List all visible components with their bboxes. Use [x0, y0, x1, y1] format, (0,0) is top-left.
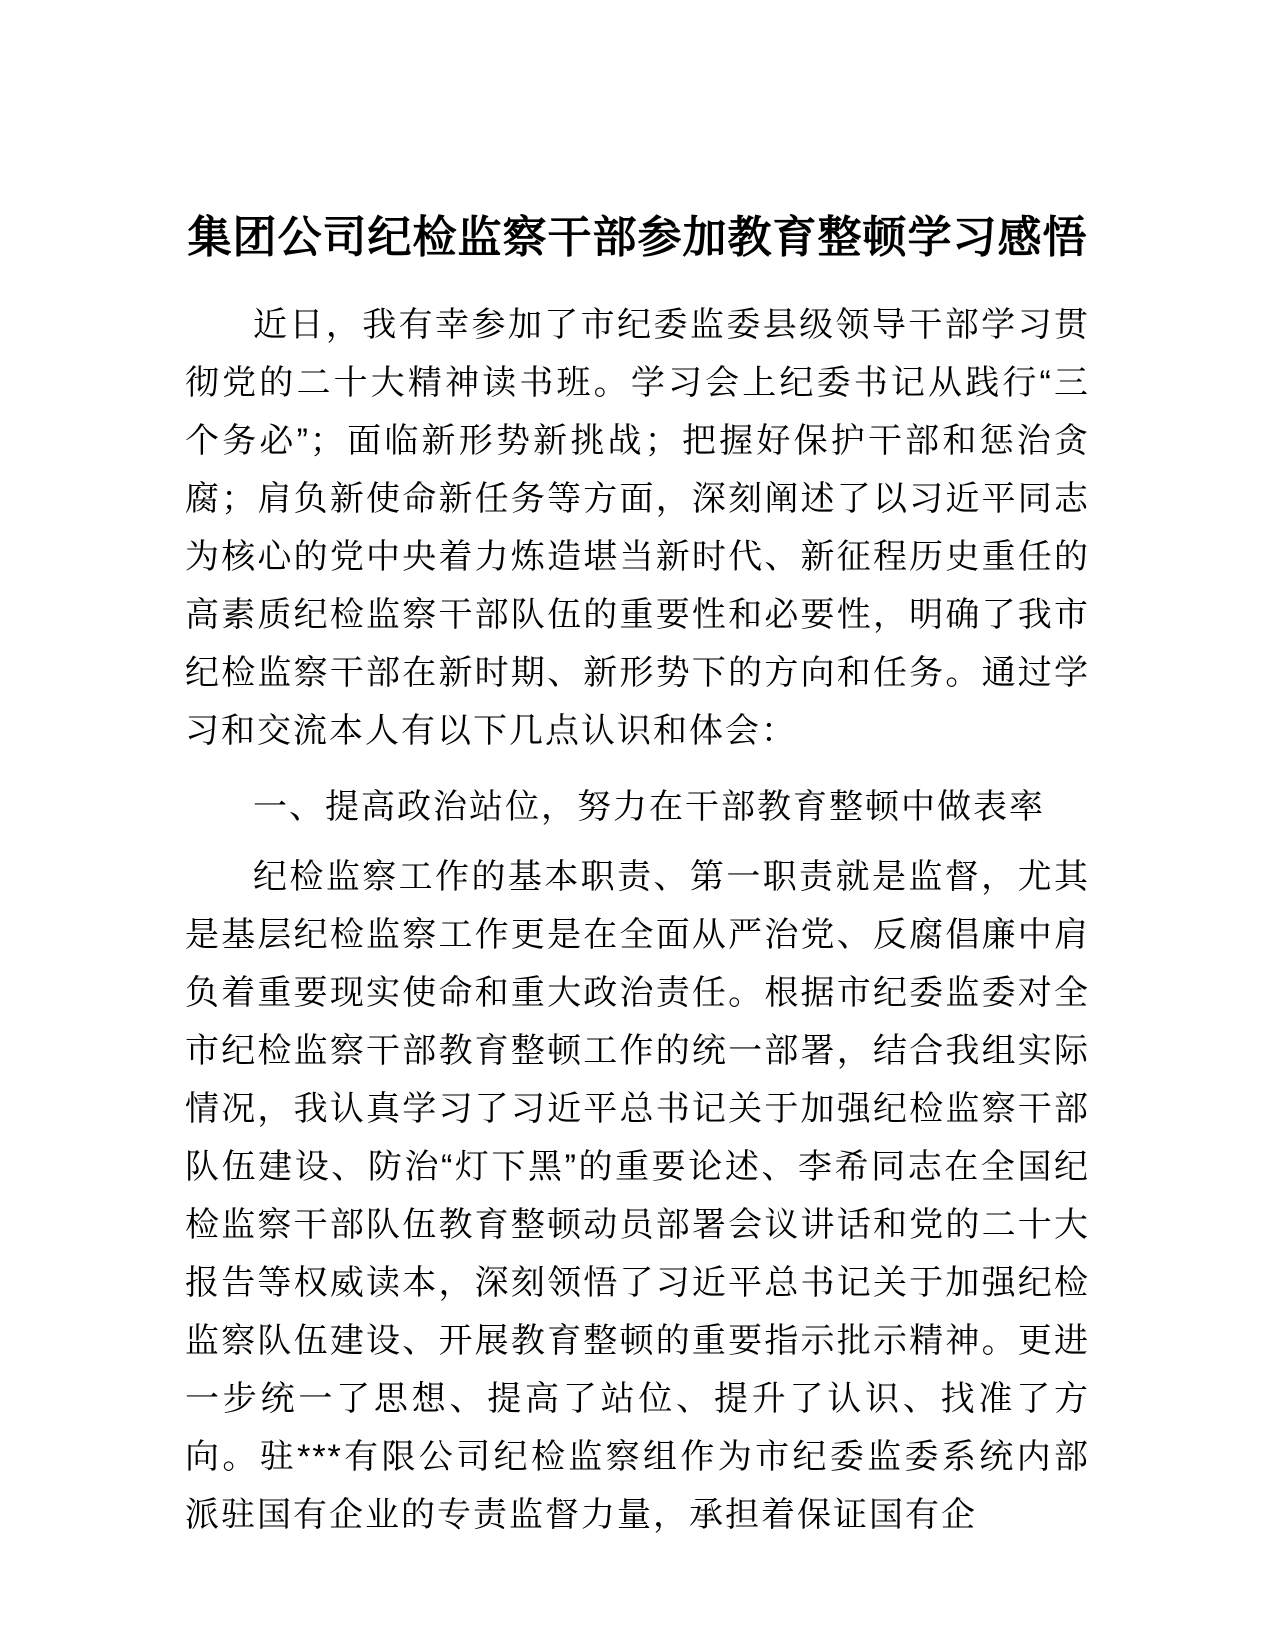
- document-body: [185, 296, 1090, 1544]
- document-title: 集团公司纪检监察干部参加教育整顿学习感悟: [187, 213, 1088, 262]
- document-paragraph: 近日，我有幸参加了市纪委监委县级领导干部学习贯彻党的二十大精神读书班。学习会上纪委书记从践行“三个务必”；面临新形势新挑战；把握好保护干部和惩治贪腐；肩负新使命新任务等方面，深刻阐述了以习近平同志为核心的党中央着力炼造堪当新时代、新征程历史重任的高素质纪检监察干部队伍的重要性和必要性，明确了我市纪检监察干部在新时期、新形势下的方向和任务。通过学习和交流本人有以下几点认识和体会：: [185, 306, 1090, 750]
- document-paragraph: 纪检监察工作的基本职责、第一职责就是监督，尤其是基层纪检监察工作更是在全面从严治党、反腐倡廉中肩负着重要现实使命和重大政治责任。根据市纪委监委对全市纪检监察干部教育整顿工作的统一部署，结合我组实际情况，我认真学习了习近平总书记关于加强纪检监察干部队伍建设、防治“灯下黑”的重要论述、李希同志在全国纪检监察干部队伍教育整顿动员部署会议讲话和党的二十大报告等权威读本，深刻领悟了习近平总书记关于加强纪检监察队伍建设、开展教育整顿的重要指示批示精神。更进一步统一了思想、提高了站位、提升了认识、找准了方向。驻***有限公司纪检监察组作为市纪委监委系统内部派驻国有企业的专责监督力量，承担着保证国有企: [185, 858, 1090, 1534]
- section-heading: 一、提高政治站位，努力在干部教育整顿中做表率: [253, 788, 1045, 826]
